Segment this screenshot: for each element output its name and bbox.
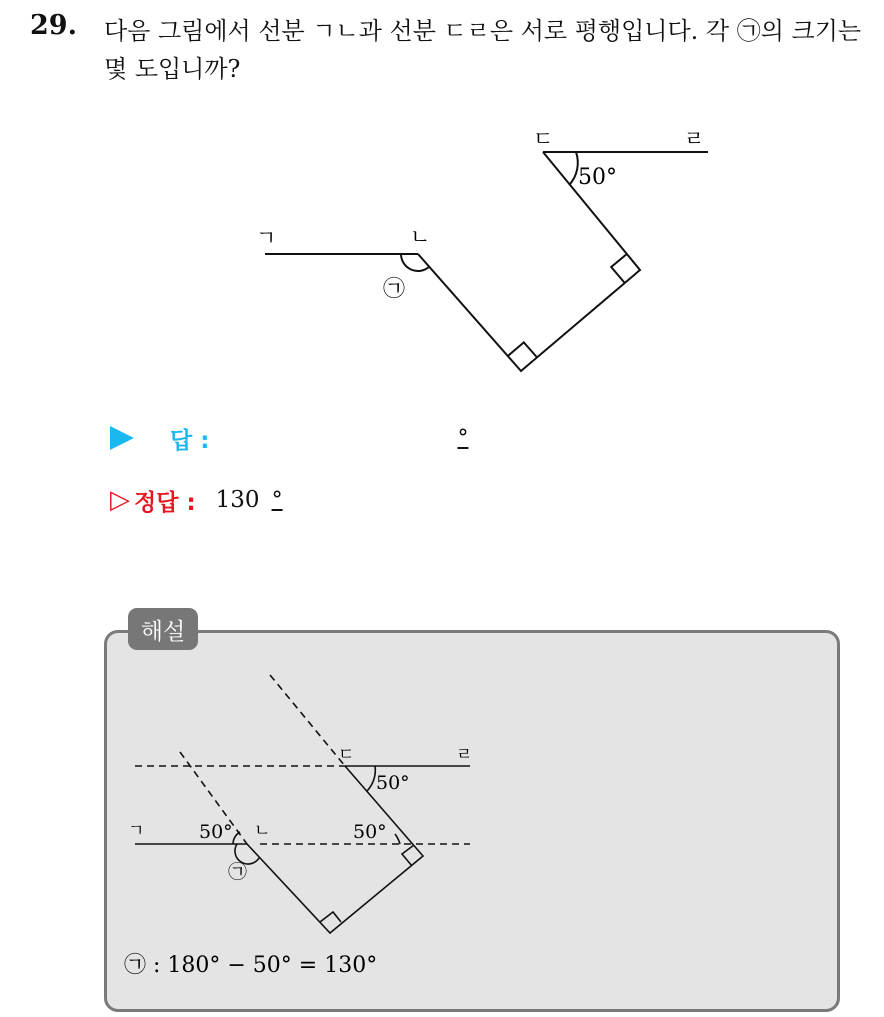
angle-mark-label: ㉠ (383, 277, 406, 302)
label-d: ㄷ (533, 127, 554, 151)
solution-equation: ㉠ : 180° − 50° = 130° (124, 953, 378, 978)
correct-answer-value: 130 (215, 487, 260, 513)
answer-unit: ° (457, 425, 469, 451)
solution-angle-left: 50° (199, 821, 233, 843)
solution-angle-top: 50° (376, 772, 410, 794)
solution-arc-mid (395, 834, 400, 844)
label-r: ㄹ (684, 127, 705, 151)
label-n: ㄴ (410, 225, 431, 249)
solution-label-d: ㄷ (338, 745, 355, 765)
solution-label-r: ㄹ (456, 745, 473, 765)
question-text: 다음 그림에서 선분 ㄱㄴ과 선분 ㄷㄹ은 서로 평행입니다. 각 ㉠의 크기는 몇 도입니까? (104, 17, 862, 83)
question-number: 29. (30, 10, 77, 41)
label-g: ㄱ (256, 226, 277, 250)
correct-answer-label: 정답 : (134, 489, 196, 516)
dashed-extension-upper (270, 675, 345, 766)
solution-angle-mark: ㉠ (228, 861, 248, 883)
correct-answer-unit: ° (271, 487, 283, 513)
solution-label-g: ㄱ (128, 821, 145, 841)
angle-50-label: 50° (578, 165, 617, 190)
solution-right-angle-bottom (320, 912, 341, 922)
solution-right-angle-right (402, 845, 414, 866)
solution-angle-mid: 50° (353, 821, 387, 843)
outline-arrow-icon: ▷ (110, 485, 130, 515)
solution-arc-top (367, 766, 375, 791)
solution-label-n: ㄴ (254, 821, 271, 841)
solution-tab: 해설 (128, 608, 198, 650)
answer-label: 답 : (170, 427, 210, 454)
